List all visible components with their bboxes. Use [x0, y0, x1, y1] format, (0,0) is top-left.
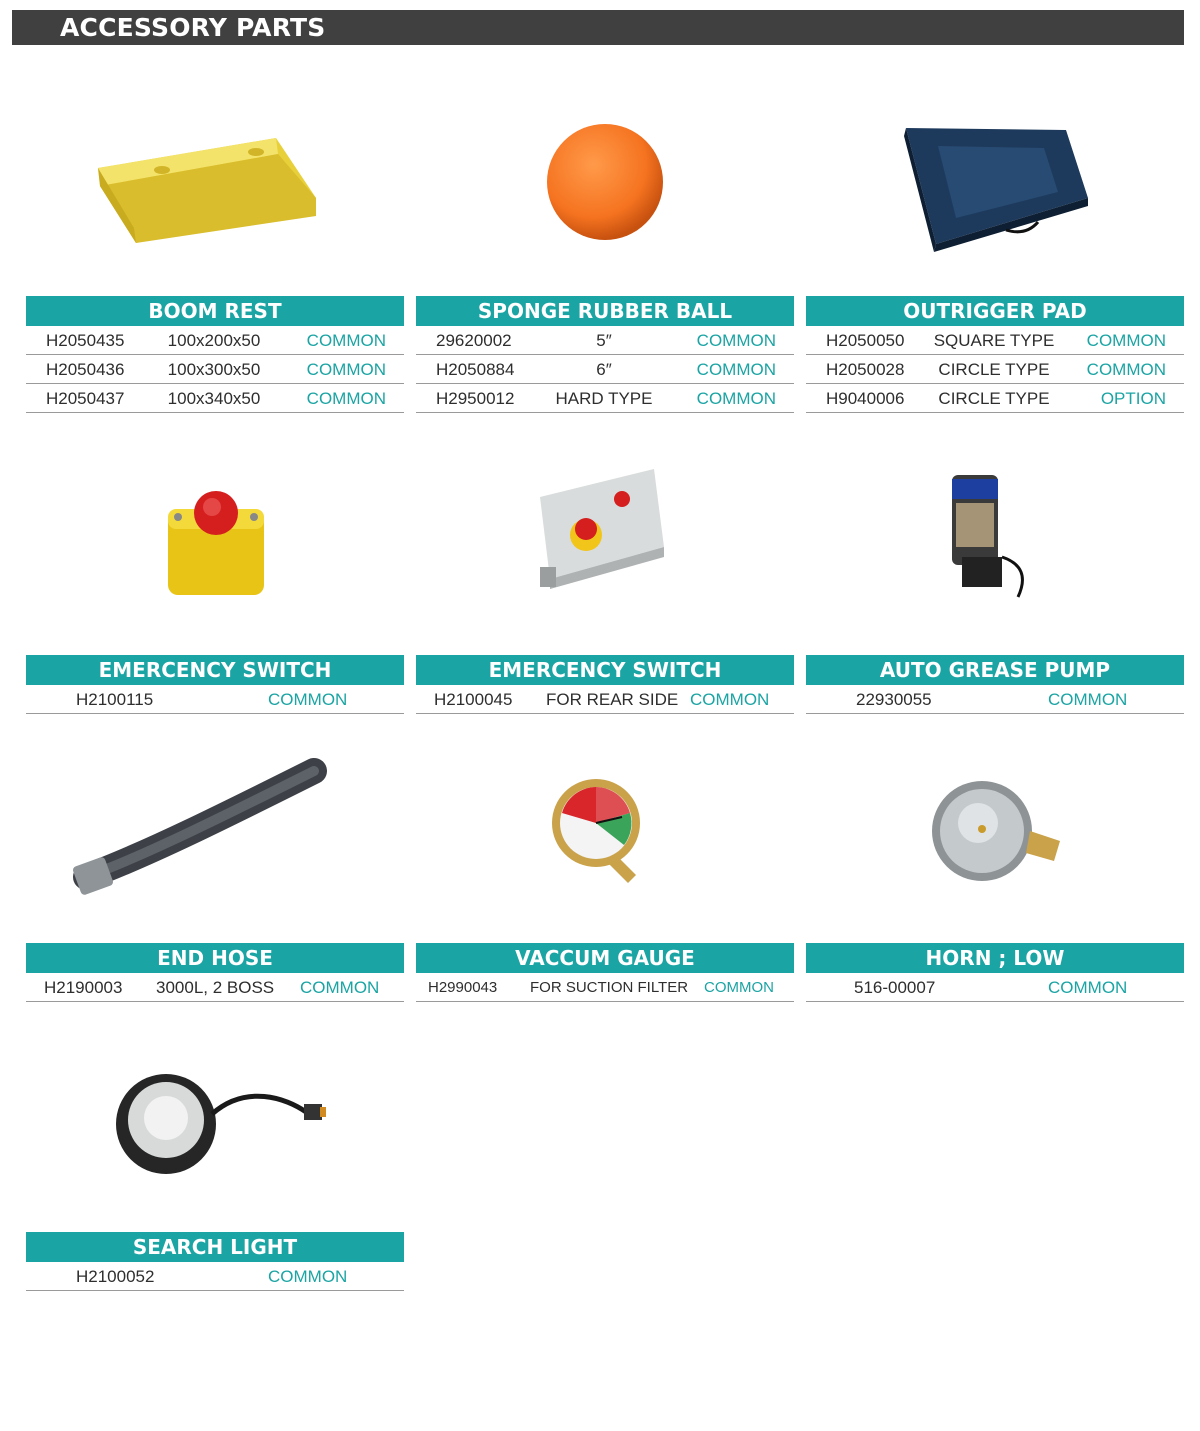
- table-row: [806, 326, 1184, 355]
- search-light-icon: [26, 994, 404, 1232]
- sponge-ball-icon: [416, 58, 794, 296]
- part-code: H2100045: [434, 690, 513, 709]
- part-spec: SQUARE TYPE: [933, 331, 1055, 350]
- part-code: H2100115: [76, 690, 154, 709]
- table-row: [806, 384, 1184, 413]
- card-horn-low: [806, 705, 1184, 1002]
- part-code: H9040006: [826, 389, 905, 408]
- card-title: EMERCENCY SWITCH: [26, 655, 404, 685]
- switch-box-icon: [416, 417, 794, 655]
- part-type: OPTION: [1100, 389, 1166, 408]
- table-row: [416, 973, 794, 1002]
- card-title: END HOSE: [26, 943, 404, 973]
- part-code: H2050437: [46, 389, 125, 408]
- part-type: COMMON: [1048, 978, 1128, 997]
- hose-icon: [26, 705, 404, 943]
- card-end-hose: [26, 705, 404, 1002]
- card-search-light: [26, 994, 404, 1291]
- card-title: SEARCH LIGHT: [26, 1232, 404, 1262]
- table-row: [416, 384, 794, 413]
- part-spec: HARD TYPE: [555, 389, 653, 408]
- part-code: H2050028: [826, 360, 905, 379]
- part-code: 22930055: [856, 690, 932, 709]
- part-code: H2050436: [46, 360, 125, 379]
- part-type: COMMON: [268, 1267, 348, 1286]
- table-row: [26, 355, 404, 384]
- part-code: 516-00007: [854, 978, 936, 997]
- table-row: [806, 973, 1184, 1002]
- card-title: OUTRIGGER PAD: [806, 296, 1184, 326]
- card-title: BOOM REST: [26, 296, 404, 326]
- card-emergency-switch-1: [26, 417, 404, 714]
- part-code: H2990043: [428, 979, 498, 996]
- part-spec: 100x200x50: [167, 331, 261, 350]
- part-code: H2050884: [436, 360, 515, 379]
- part-type: COMMON: [1086, 360, 1166, 379]
- foam-block-icon: [26, 58, 404, 296]
- part-type: COMMON: [306, 331, 386, 350]
- card-outrigger-pad: [806, 58, 1184, 413]
- card-title: SPONGE RUBBER BALL: [416, 296, 794, 326]
- card-title: VACCUM GAUGE: [416, 943, 794, 973]
- gauge-icon: [416, 705, 794, 943]
- part-spec: 3000L, 2 BOSS: [156, 978, 275, 997]
- part-spec: 100x300x50: [167, 360, 261, 379]
- part-type: COMMON: [696, 331, 776, 350]
- table-row: [26, 384, 404, 413]
- part-code: 29620002: [436, 331, 512, 350]
- part-type: COMMON: [704, 979, 774, 996]
- part-type: COMMON: [690, 690, 770, 709]
- table-row: [26, 1262, 404, 1291]
- part-spec: 5″: [596, 331, 612, 350]
- table-row: [26, 326, 404, 355]
- part-code: H2950012: [436, 389, 515, 408]
- outrigger-pad-icon: [806, 58, 1184, 296]
- table-row: [806, 355, 1184, 384]
- part-type: COMMON: [696, 360, 776, 379]
- part-code: H2100052: [76, 1267, 155, 1286]
- card-emergency-switch-2: [416, 417, 794, 714]
- horn-icon: [806, 705, 1184, 943]
- card-title: AUTO GREASE PUMP: [806, 655, 1184, 685]
- grease-pump-icon: [806, 417, 1184, 655]
- part-spec: FOR REAR SIDE: [546, 690, 679, 709]
- card-title: EMERCENCY SWITCH: [416, 655, 794, 685]
- card-title: HORN ; LOW: [806, 943, 1184, 973]
- part-type: COMMON: [300, 978, 380, 997]
- part-type: COMMON: [1048, 690, 1128, 709]
- card-sponge-rubber-ball: [416, 58, 794, 413]
- card-boom-rest: [26, 58, 404, 413]
- part-type: COMMON: [268, 690, 348, 709]
- part-type: COMMON: [306, 389, 386, 408]
- part-spec: 100x340x50: [167, 389, 261, 408]
- table-row: [416, 326, 794, 355]
- part-spec: CIRCLE TYPE: [938, 360, 1050, 379]
- card-auto-grease-pump: [806, 417, 1184, 714]
- part-type: COMMON: [306, 360, 386, 379]
- card-vaccum-gauge: [416, 705, 794, 1002]
- part-type: COMMON: [696, 389, 776, 408]
- page-title: ACCESSORY PARTS: [60, 13, 326, 42]
- part-spec: 6″: [596, 360, 612, 379]
- page-header: [12, 10, 1184, 45]
- table-row: [416, 355, 794, 384]
- emergency-button-icon: [26, 417, 404, 655]
- part-type: COMMON: [1086, 331, 1166, 350]
- part-spec: CIRCLE TYPE: [938, 389, 1050, 408]
- part-spec: FOR SUCTION FILTER: [530, 979, 689, 996]
- part-code: H2050435: [46, 331, 125, 350]
- part-code: H2190003: [44, 978, 123, 997]
- part-code: H2050050: [826, 331, 905, 350]
